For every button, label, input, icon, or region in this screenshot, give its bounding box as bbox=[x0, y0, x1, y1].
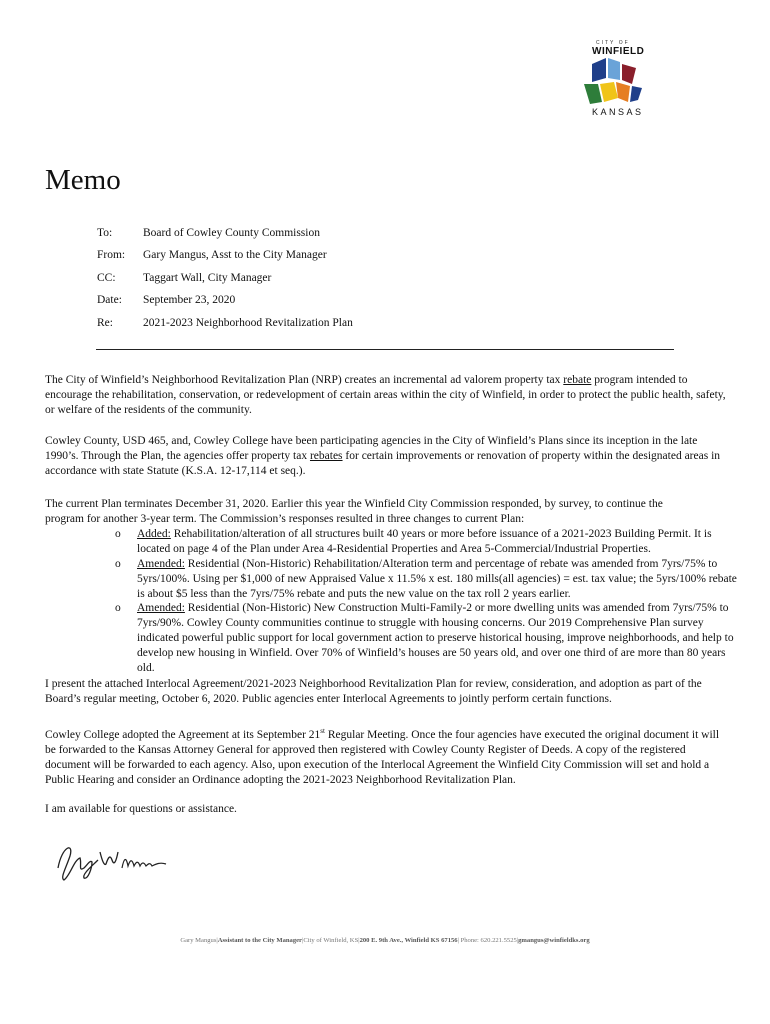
list-item-amended-new-construction: Amended: Residential (Non-Historic) New Construction Multi-Family-2 or more dwelling units was amended from 7yrs/75% to 7yrs/90%. Cowley County communities continue to struggle with housing concerns. Our 2019 Comprehensive Plan survey indicated powerful public support for local government action to preserve historical housing, improve neighborhoods, and help to develop new housing in Winfield. Over 70% of Winfield’s houses are 50 years old, and over one third of are more than 80 years old. bbox=[137, 602, 734, 674]
header-divider bbox=[96, 349, 674, 350]
logo-state: KANSAS bbox=[592, 107, 644, 117]
logo-mark-icon bbox=[562, 58, 656, 106]
rebate-term: rebate bbox=[563, 374, 592, 386]
footer-title: Assistant to the City Manager bbox=[217, 937, 302, 944]
header-cc-label: CC: bbox=[97, 272, 116, 284]
footer-phone: Phone: 620.221.5525 bbox=[460, 937, 517, 944]
header-to-value: Board of Cowley County Commission bbox=[143, 227, 320, 239]
header-from-value: Gary Mangus, Asst to the City Manager bbox=[143, 249, 327, 261]
header-cc-value: Taggart Wall, City Manager bbox=[143, 272, 272, 284]
logo-name: WINFIELD bbox=[592, 46, 645, 57]
footer-name: Gary Mangus bbox=[180, 937, 217, 944]
header-date-label: Date: bbox=[97, 294, 122, 306]
paragraph-closing: I am available for questions or assistance. bbox=[45, 803, 237, 815]
rebates-term: rebates bbox=[309, 450, 343, 462]
memo-title: Memo bbox=[45, 164, 121, 196]
signature-image bbox=[52, 838, 172, 882]
paragraph-agencies: Cowley County, USD 465, and, Cowley College have been participating agencies in the City of Winfield’s Plans since its inception in the late 1990’s. Through the Plan, the agencies offer property tax rebates for certain improvements or renovation of property within the designated areas in accordance with state Statute (K.S.A. 12-17,114 et seq.). bbox=[45, 435, 721, 477]
paragraph-intro: The City of Winfield’s Neighborhood Revitalization Plan (NRP) creates an incremental ad valorem property tax rebate program intended to encourage the rehabilitation, conservation, or redevelopment of certain areas within the city of Winfield, in order to protect the public health, safety, or welfare of the residents of the community. bbox=[45, 374, 726, 416]
logo-top-text: CITY OF bbox=[596, 40, 630, 46]
bullet-marker: o bbox=[115, 528, 121, 540]
bullet-marker: o bbox=[115, 602, 121, 614]
header-date-value: September 23, 2020 bbox=[143, 294, 236, 306]
paragraph-cowley-college: Cowley College adopted the Agreement at its September 21st Regular Meeting. Once the four agencies have executed the original document it will be forwarded to the Kansas Attorney General for approved then registered with Cowley County Register of Deeds. A copy of the registered document will be forwarded to each agency. Also, upon execution of the Interlocal Agreement the Winfield City Commission will set and hold a Public Hearing and consider an Ordinance adopting the 2021-2023 Neighborhood Revitalization Plan. bbox=[45, 727, 720, 786]
footer-org: City of Winfield, KS bbox=[303, 937, 359, 944]
paragraph-plan-changes: The current Plan terminates December 31, 2020. Earlier this year the Winfield City Commission responded, by survey, to continue the program for another 3-year term. The Commission’s responses resulted in three changes to current Plan: bbox=[45, 498, 663, 525]
list-item-added: Added: Rehabilitation/alteration of all structures built 40 years or more before issuance of a 2021-2023 Building Permit. It is located on page 4 of the Plan under Area 4-Residential Properties and Area 5-Commercial/Industrial Properties. bbox=[137, 528, 712, 555]
list-item-amended-rehab: Amended: Residential (Non-Historic) Rehabilitation/Alteration term and percentage of rebate was amended from 7yrs/75% to 5yrs/100%. Using per $1,000 of new Appraised Value x 11.5% x est. 180 mills(all agencies) = est. tax value; the 5yrs/100% rebate is about $5 less than the 7yrs/75% rebate and puts the new value on the tax roll 2 years earlier. bbox=[137, 558, 737, 600]
footer-contact: Gary Mangus|Assistant to the City Manager|City of Winfield, KS|200 E. 9th Ave., Winfield KS 67156| Phone: 620.221.5525|gmangus@winfieldks.org bbox=[180, 937, 590, 944]
header-to-label: To: bbox=[97, 227, 113, 239]
header-re-value: 2021-2023 Neighborhood Revitalization Plan bbox=[143, 317, 353, 329]
bullet-marker: o bbox=[115, 558, 121, 570]
header-from-label: From: bbox=[97, 249, 126, 261]
header-re-label: Re: bbox=[97, 317, 113, 329]
footer-address: 200 E. 9th Ave., Winfield KS 67156 bbox=[359, 937, 458, 944]
city-logo bbox=[562, 40, 656, 120]
paragraph-interlocal: I present the attached Interlocal Agreement/2021-2023 Neighborhood Revitalization Plan for review, consideration, and adoption as part of the Board’s regular meeting, October 6, 2020. Public agencies enter Interlocal Agreements to jointly perform certain functions. bbox=[45, 678, 702, 705]
footer-email: gmangus@winfieldks.org bbox=[518, 937, 590, 944]
